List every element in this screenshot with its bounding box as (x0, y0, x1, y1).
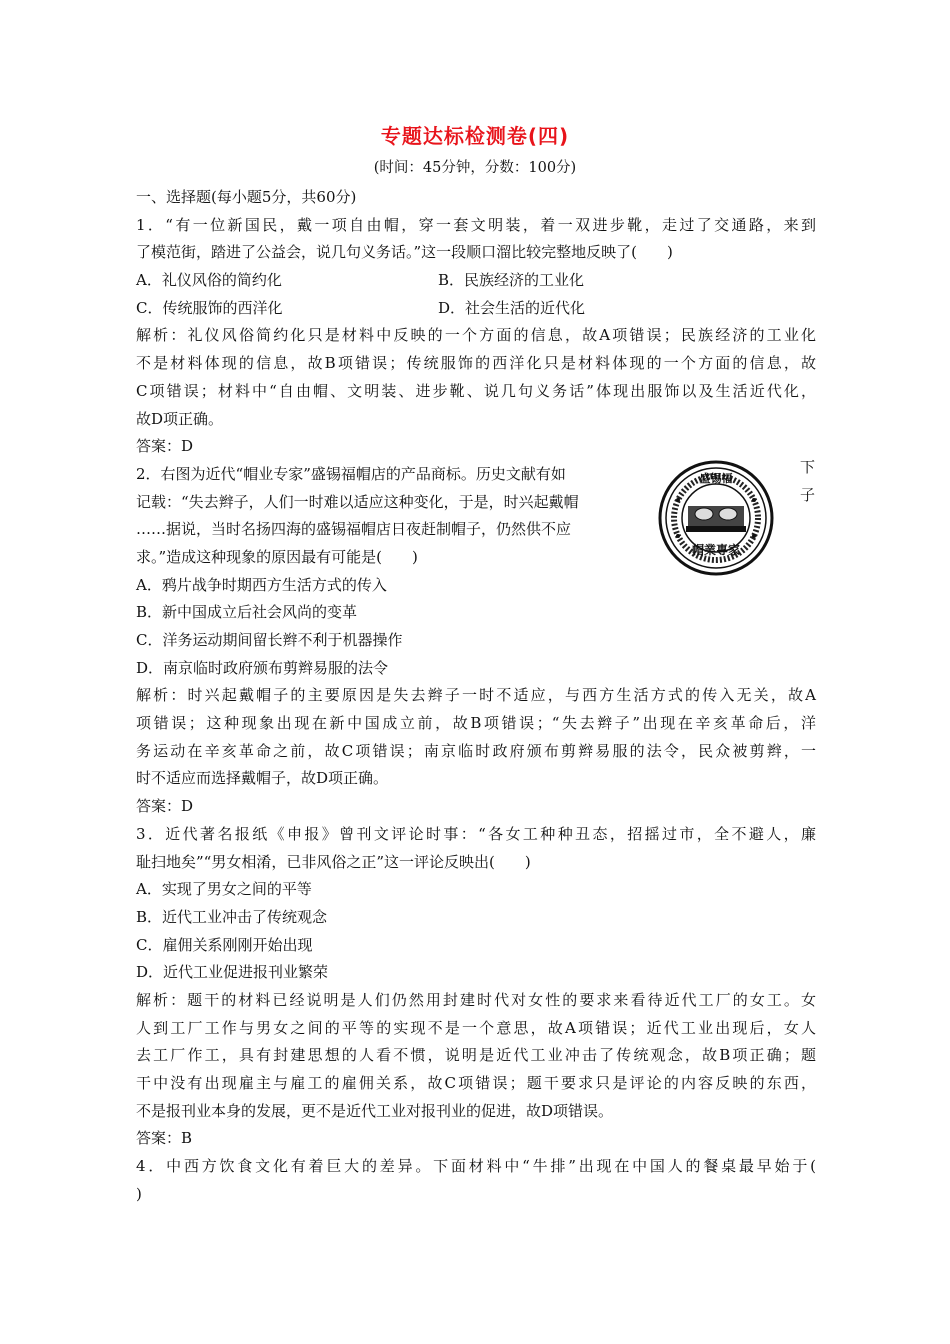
question-2-wrap-char-1: 下 (800, 458, 816, 476)
question-1-options-row-1 (136, 267, 816, 295)
answer-line: 答案：D (136, 797, 194, 816)
question-3-line-2: 耻扫地矣”“男女相淆，已非风俗之正”这一评论反映出( ) (136, 852, 531, 871)
logo-bottom-text: 帽業專家 (691, 543, 741, 557)
option-d: D．南京临时政府颁布剪辫易服的法令 (136, 658, 389, 677)
question-2-line-4: 求。”造成这种现象的原因最有可能是( ) (136, 547, 418, 566)
explanation-line: 故D项正确。 (136, 409, 224, 428)
option-c: C．洋务运动期间留长辫不利于机器操作 (136, 631, 403, 649)
question-1-line-1: 1．“有一位新国民，戴一项自由帽，穿一套文明装，着一双进步靴，走过了交通路，来到 (136, 215, 816, 234)
explanation-line: 不是报刊业本身的发展，更不是近代工业对报刊业的促进，故D项错误。 (136, 1101, 614, 1120)
option-c: C．传统服饰的西洋化 (136, 298, 283, 317)
page-subtitle: (时间：45分钟，分数：100分) (373, 160, 577, 176)
answer-line: 答案：D (136, 437, 194, 456)
explanation-line: 解析：礼仪风俗简约化只是材料中反映的一个方面的信息，故A项错误；民族经济的工业化 (136, 326, 816, 345)
explanation-line: 干中没有出现雇主与雇工的雇佣关系，故C项错误；题干要求只是评论的内容反映的东西， (136, 1074, 816, 1092)
explanation-line: 项错误；这种现象出现在新中国成立前，故B项错误；“失去辫子”出现在辛亥革命后，洋 (136, 714, 816, 733)
explanation-line: 时不适应而选择戴帽子，故D项正确。 (136, 769, 389, 788)
document-body (136, 184, 816, 1208)
explanation-line: 不是材料体现的信息，故B项错误；传统服饰的西洋化只是材料体现的一个方面的信息，故 (136, 354, 816, 373)
option-a: A．实现了男女之间的平等 (136, 880, 312, 899)
option-d: D．近代工业促进报刊业繁荣 (136, 963, 329, 982)
question-1-line-2: 了模范街，踏进了公益会，说几句义务话。”这一段顺口溜比较完整地反映了( ) (136, 243, 673, 262)
question-4-line-1: 4．中西方饮食文化有着巨大的差异。下面材料中“牛排”出现在中国人的餐桌最早始于( (136, 1157, 816, 1176)
explanation-line: 解析：时兴起戴帽子的主要原因是失去辫子一时不适应，与西方生活方式的传入无关，故A (136, 686, 816, 705)
question-1-options-row-2 (136, 295, 816, 323)
option-b: B．民族经济的工业化 (438, 271, 585, 290)
explanation-line: C项错误；材料中“自由帽、文明装、进步靴、说几句义务话”体现出服饰以及生活近代化， (136, 381, 816, 400)
logo-top-text: 盛锡福 (699, 472, 733, 485)
option-b: B．近代工业冲击了传统观念 (136, 907, 328, 926)
question-4-line-2: ) (136, 1184, 142, 1203)
answer-line: 答案：B (136, 1129, 193, 1148)
page-title: 专题达标检测卷(四) (380, 124, 570, 148)
option-a: A．鸦片战争时期西方生活方式的传入 (136, 575, 387, 594)
option-a: A．礼仪风俗的简约化 (136, 271, 282, 290)
question-2-line-3: ……据说，当时名扬四海的盛锡福帽店日夜赶制帽子，仍然供不应 (136, 520, 572, 539)
explanation-line: 务运动在辛亥革命之前，故C项错误；南京临时政府颁布剪辫易服的法令，民众被剪辫，一 (136, 741, 816, 760)
explanation-line: 人到工厂工作与男女之间的平等的实现不是一个意思，故A项错误；近代工业出现后，女人 (136, 1018, 816, 1037)
trademark-seal-icon (658, 460, 774, 576)
question-2-wrap-char-2: 子 (800, 486, 816, 504)
question-2-line-1: 2．右图为近代“帽业专家”盛锡福帽店的产品商标。历史文献有如 (136, 464, 566, 483)
explanation-line: 去工厂作工，具有封建思想的人看不惯，说明是近代工业冲击了传统观念，故B项正确；题 (136, 1046, 816, 1065)
section-heading: 一、选择题(每小题5分，共60分) (136, 188, 357, 206)
option-c: C．雇佣关系刚刚开始出现 (136, 935, 313, 954)
question-2-line-2: 记载：“失去辫子，人们一时难以适应这种变化，于是，时兴起戴帽 (136, 492, 579, 511)
question-3-line-1: 3．近代著名报纸《申报》曾刊文评论时事：“各女工种种丑态，招摇过市，全不避人，廉 (136, 824, 816, 843)
trademark-logo-image (658, 460, 774, 576)
option-b: B．新中国成立后社会风尚的变革 (136, 603, 358, 622)
option-d: D．社会生活的近代化 (438, 298, 586, 317)
explanation-line: 解析：题干的材料已经说明是人们仍然用封建时代对女性的要求来看待近代工厂的女工。女 (136, 990, 816, 1009)
